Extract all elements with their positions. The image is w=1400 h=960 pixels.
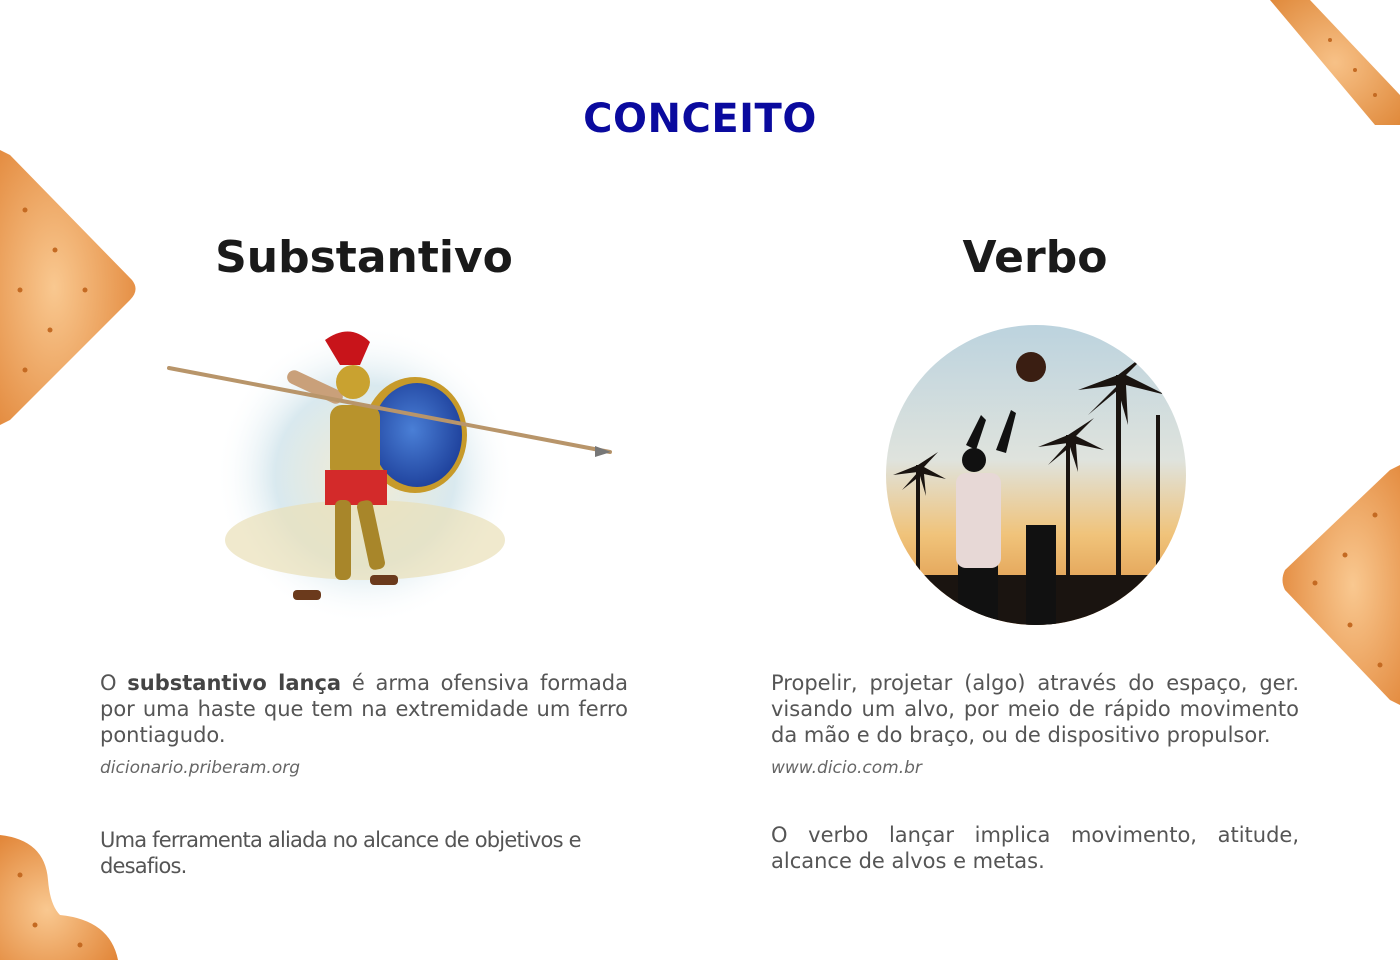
verbo-heading: Verbo [962,232,1108,283]
page-title: CONCEITO [583,96,817,142]
verbo-source: www.dicio.com.br [771,758,922,778]
definition-prefix: O [100,671,128,695]
spartan-warrior-image [165,320,615,630]
cracker-right-decoration [1280,465,1400,705]
substantivo-heading: Substantivo [215,232,513,283]
basketball-photo [886,325,1186,625]
verbo-definition: Propelir, projetar (algo) através do espaço, ger. visando um alvo, por meio de rápido movimento da mão e do braço, ou de dispositivo propulsor. [771,671,1299,747]
substantivo-definition [100,670,628,748]
cracker-left-decoration [0,150,140,425]
definition-rest: é arma ofensiva formada por uma haste que tem na extremidade um ferro pontiagudo. [100,671,628,747]
substantivo-source: dicionario.priberam.org [100,758,300,778]
verbo-note: O verbo lançar implica movimento, atitude, alcance de alvos e metas. [771,823,1299,873]
substantivo-note: Uma ferramenta aliada no alcance de objetivos e desafios. [100,828,581,878]
definition-bold-term: substantivo lança [127,671,342,695]
